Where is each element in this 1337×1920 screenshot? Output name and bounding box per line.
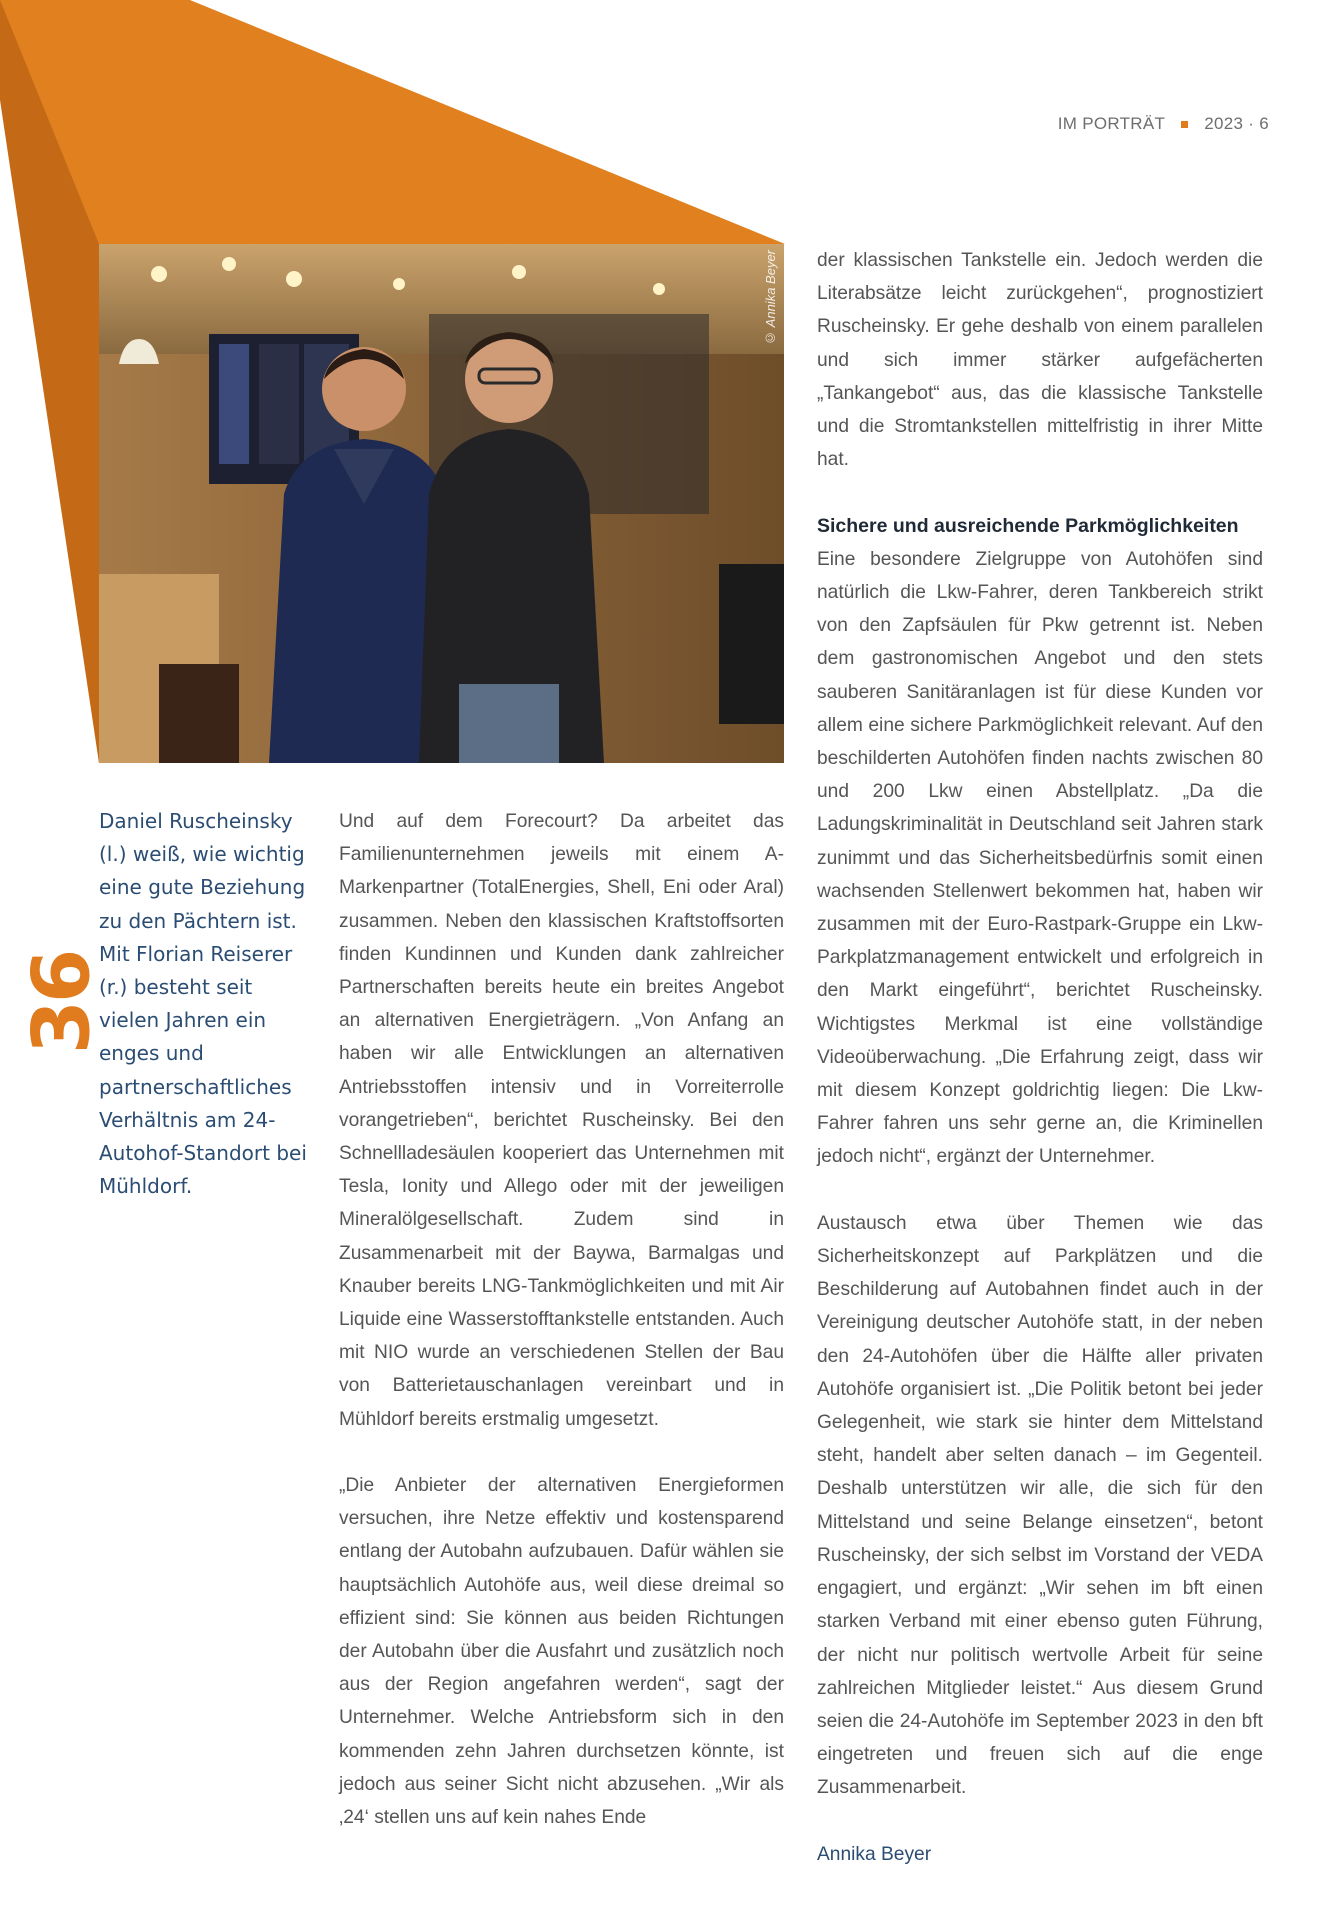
- page-number-text: 36: [17, 951, 108, 1055]
- author-name: Annika Beyer: [817, 1843, 932, 1865]
- section-label: IM PORTRÄT: [1057, 114, 1166, 133]
- article-column-3: [817, 244, 1263, 1871]
- paragraph: Und auf dem Forecourt? Da arbeitet das Familienunternehmen jeweils mit einem A-Markenpartner (TotalEnergies, Shell, Eni oder Aral) zusammen. Neben den klassischen Kraftstoffsorten finden Kundinnen und Kunden dank zahlreicher Partnerschaften bereits heute ein breites Angebot an alternativen Energieträgern. „Von Anfang an haben wir alle Entwicklungen an alternativen Antriebsstoffen intensiv und in Vorreiterrolle vorangetrieben“, berichtet Ruscheinsky. Bei den Schnellladesäulen kooperiert das Unternehmen mit Tesla, Ionity und Allego oder mit der jeweiligen Mineralölgesellschaft. Zudem sind in Zusammenarbeit mit der Baywa, Barmalgas und Knauber bereits LNG-Tankmöglichkeiten und mit Air Liquide eine Wasserstofftankstelle entstanden. Auch mit NIO wurde an verschiedenen Stellen der Bau von Batterietauschanlagen vereinbart und in Mühldorf bereits erstmalig umgesetzt.: [339, 811, 784, 1430]
- portrait-photo: [99, 244, 784, 763]
- photo-credit: © Annika Beyer: [763, 250, 778, 346]
- paragraph: Austausch etwa über Themen wie das Sicherheitskonzept auf Parkplätzen und die Beschilderung auf Autobahnen findet auch in der Vereinigung deutscher Autohöfe statt, in der neben den 24-Autohöfen über die Hälfte aller privaten Autohöfe organisiert ist. „Die Politik betont bei jeder Gelegenheit, wie stark sie hinter dem Mittelstand steht, handelt aber selten danach – im Gegenteil. Deshalb unterstützen wir alle, die sich für den Mittelstand und seine Belange einsetzen“, betont Ruscheinsky, der sich selbst im Vorstand der VEDA engagiert, und ergänzt: „Wir sehen im bft einen starken Verband mit einer ebenso guten Führung, der nicht nur politisch wertvolle Arbeit für seine zahlreichen Mitglieder leistet.“ Aus diesem Grund seien die 24-Autohöfe im September 2023 in den bft eingetreten und freuen sich auf die enge Zusammenarbeit.: [817, 1212, 1263, 1799]
- page-header: [1058, 114, 1269, 134]
- page-number: [17, 948, 108, 1058]
- photo-illustration: [99, 244, 784, 763]
- article-column-2: [339, 805, 784, 1834]
- separator-square-icon: [1181, 121, 1188, 128]
- section-heading: Sichere und ausreichende Parkmöglichkeiten: [817, 514, 1239, 537]
- paragraph: „Die Anbieter der alternativen Energieformen versuchen, ihre Netze effektiv und kostensparend entlang der Autobahn aufzubauen. Dafür wählen sie hauptsächlich Autohöfe aus, weil diese dreimal so effizient sind: Sie können aus beiden Richtungen der Autobahn über die Ausfahrt und zusätzlich noch aus der Region angefahren werden“, sagt der Unternehmer. Welche Antriebsform sich in den kommenden zehn Jahren durchsetzen könnte, ist jedoch aus seiner Sicht nicht abzusehen. „Wir als ‚24‘ stellen uns auf kein nahes Ende: [339, 1475, 784, 1829]
- photo-caption: Daniel Ruscheinsky (l.) weiß, wie wichtig eine gute Beziehung zu den Pächtern ist. Mit Florian Reiserer (r.) besteht seit vielen Jahren ein enges und partnerschaftliches Verhältnis am 24-Autohof-Standort bei Mühldorf.: [99, 809, 307, 1199]
- paragraph: Eine besondere Zielgruppe von Autohöfen sind natürlich die Lkw-Fahrer, deren Tankbereich strikt von den Zapfsäulen für Pkw getrennt ist. Neben dem gastronomischen Angebot und den stets sauberen Sanitäranlagen ist für diese Kunden vor allem eine sichere Parkmöglichkeit relevant. Auf den beschilderten Autohöfen finden nachts zwischen 80 und 200 Lkw einen Abstellplatz. „Da die Ladungskriminalität in Deutschland seit Jahren stark zunimmt und das Sicherheitsbedürfnis somit einen wachsenden Stellenwert bekommen hat, haben wir zusammen mit der Euro-Rastpark-Gruppe ein Lkw-Parkplatzmanagement entwickelt und erfolgreich in den Markt eingeführt“, berichtet Ruscheinsky. Wichtigstes Merkmal ist eine vollständige Videoüberwachung. „Die Erfahrung zeigt, dass wir mit diesem Konzept goldrichtig liegen: Die Lkw-Fahrer fahren uns sehr gerne an, die Kriminellen jedoch nicht“, ergänzt der Unternehmer.: [817, 548, 1263, 1168]
- paragraph: der klassischen Tankstelle ein. Jedoch werden die Literabsätze leicht zurückgehen“, prognostiziert Ruscheinsky. Er gehe deshalb von einem parallelen und sich immer stärker aufgefächerten „Tankangebot“ aus, das die klassische Tankstelle und die Stromtankstellen mittelfristig in ihrer Mitte hat.: [817, 250, 1263, 471]
- issue-label: 2023 · 6: [1204, 114, 1269, 133]
